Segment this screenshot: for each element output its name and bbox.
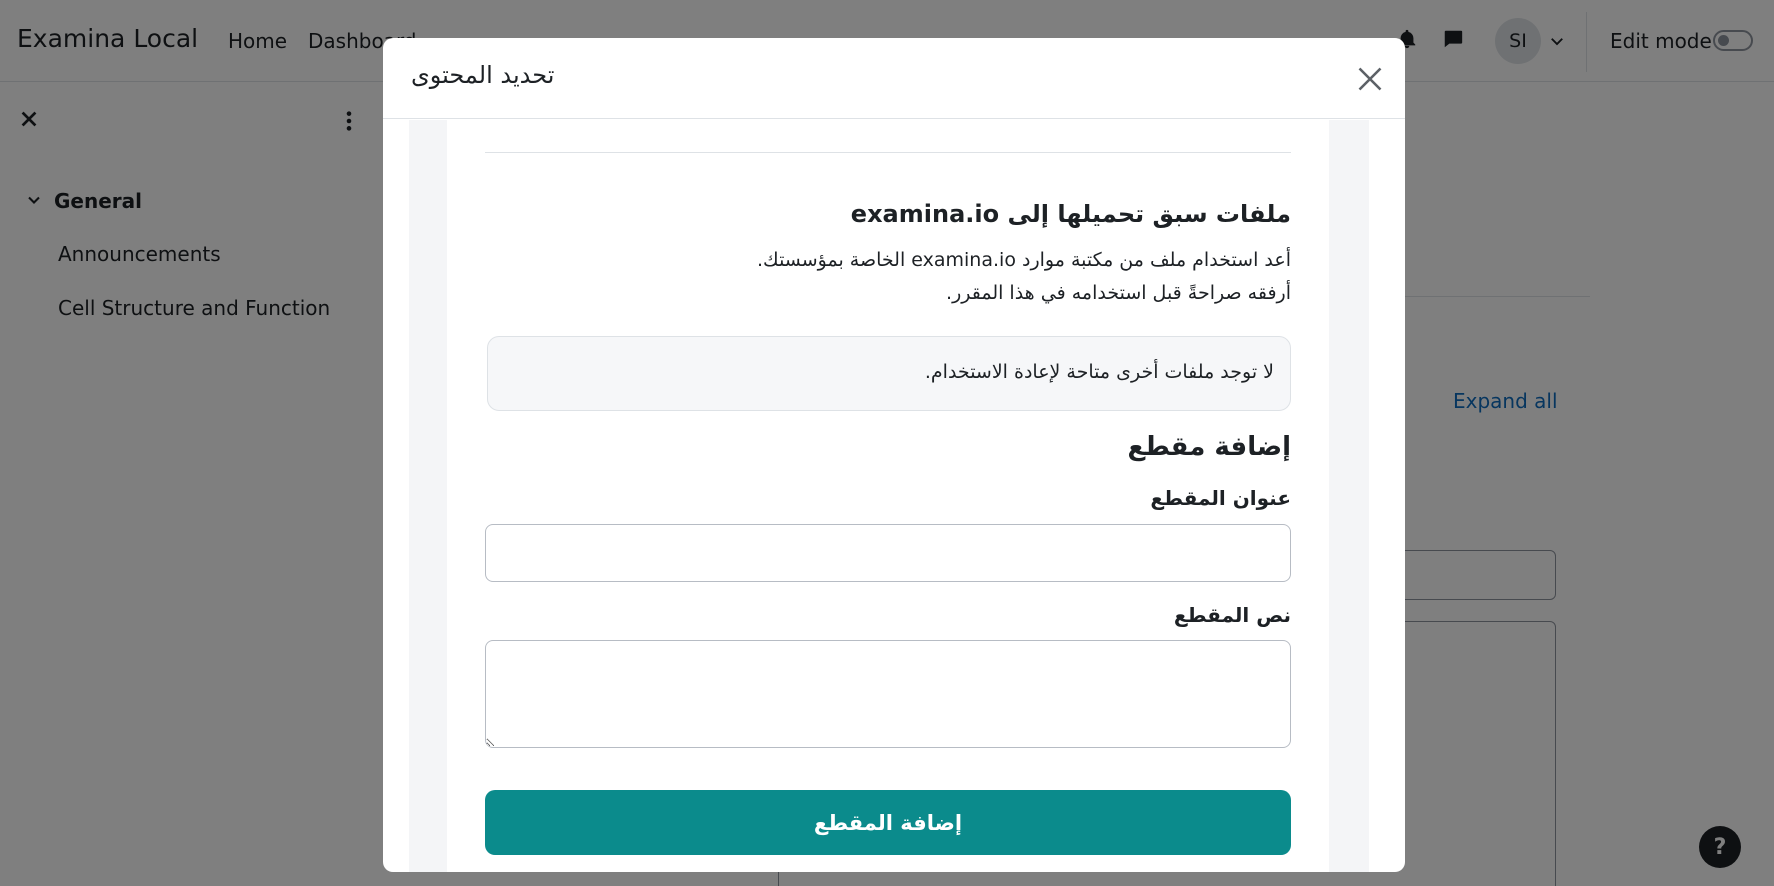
add-section-heading: إضافة مقطع <box>1127 432 1291 462</box>
close-icon[interactable] <box>1356 65 1384 93</box>
empty-files-text: لا توجد ملفات أخرى متاحة لإعادة الاستخدام. <box>924 361 1274 383</box>
empty-files-notice <box>487 336 1291 411</box>
modal-title: تحديد المحتوى <box>411 61 555 89</box>
select-content-modal <box>383 38 1405 872</box>
section-title-input[interactable] <box>485 524 1291 582</box>
modal-header <box>383 38 1405 119</box>
section-text-label: نص المقطع <box>1173 603 1291 627</box>
section-text-textarea[interactable] <box>485 640 1291 748</box>
uploaded-files-heading: ملفات سبق تحميلها إلى examina.io <box>850 200 1291 228</box>
add-section-button[interactable]: إضافة المقطع <box>485 790 1291 855</box>
uploaded-files-description <box>485 244 1291 310</box>
description-line: أرفقه صراحةً قبل استخدامه في هذا المقرر. <box>946 282 1291 304</box>
card-divider <box>485 152 1291 153</box>
modal-body <box>409 120 1369 872</box>
description-line: أعد استخدام ملف من مكتبة موارد examina.io الخاصة بمؤسستك. <box>757 249 1291 271</box>
section-title-label: عنوان المقطع <box>1150 486 1291 510</box>
content-card <box>447 120 1329 872</box>
